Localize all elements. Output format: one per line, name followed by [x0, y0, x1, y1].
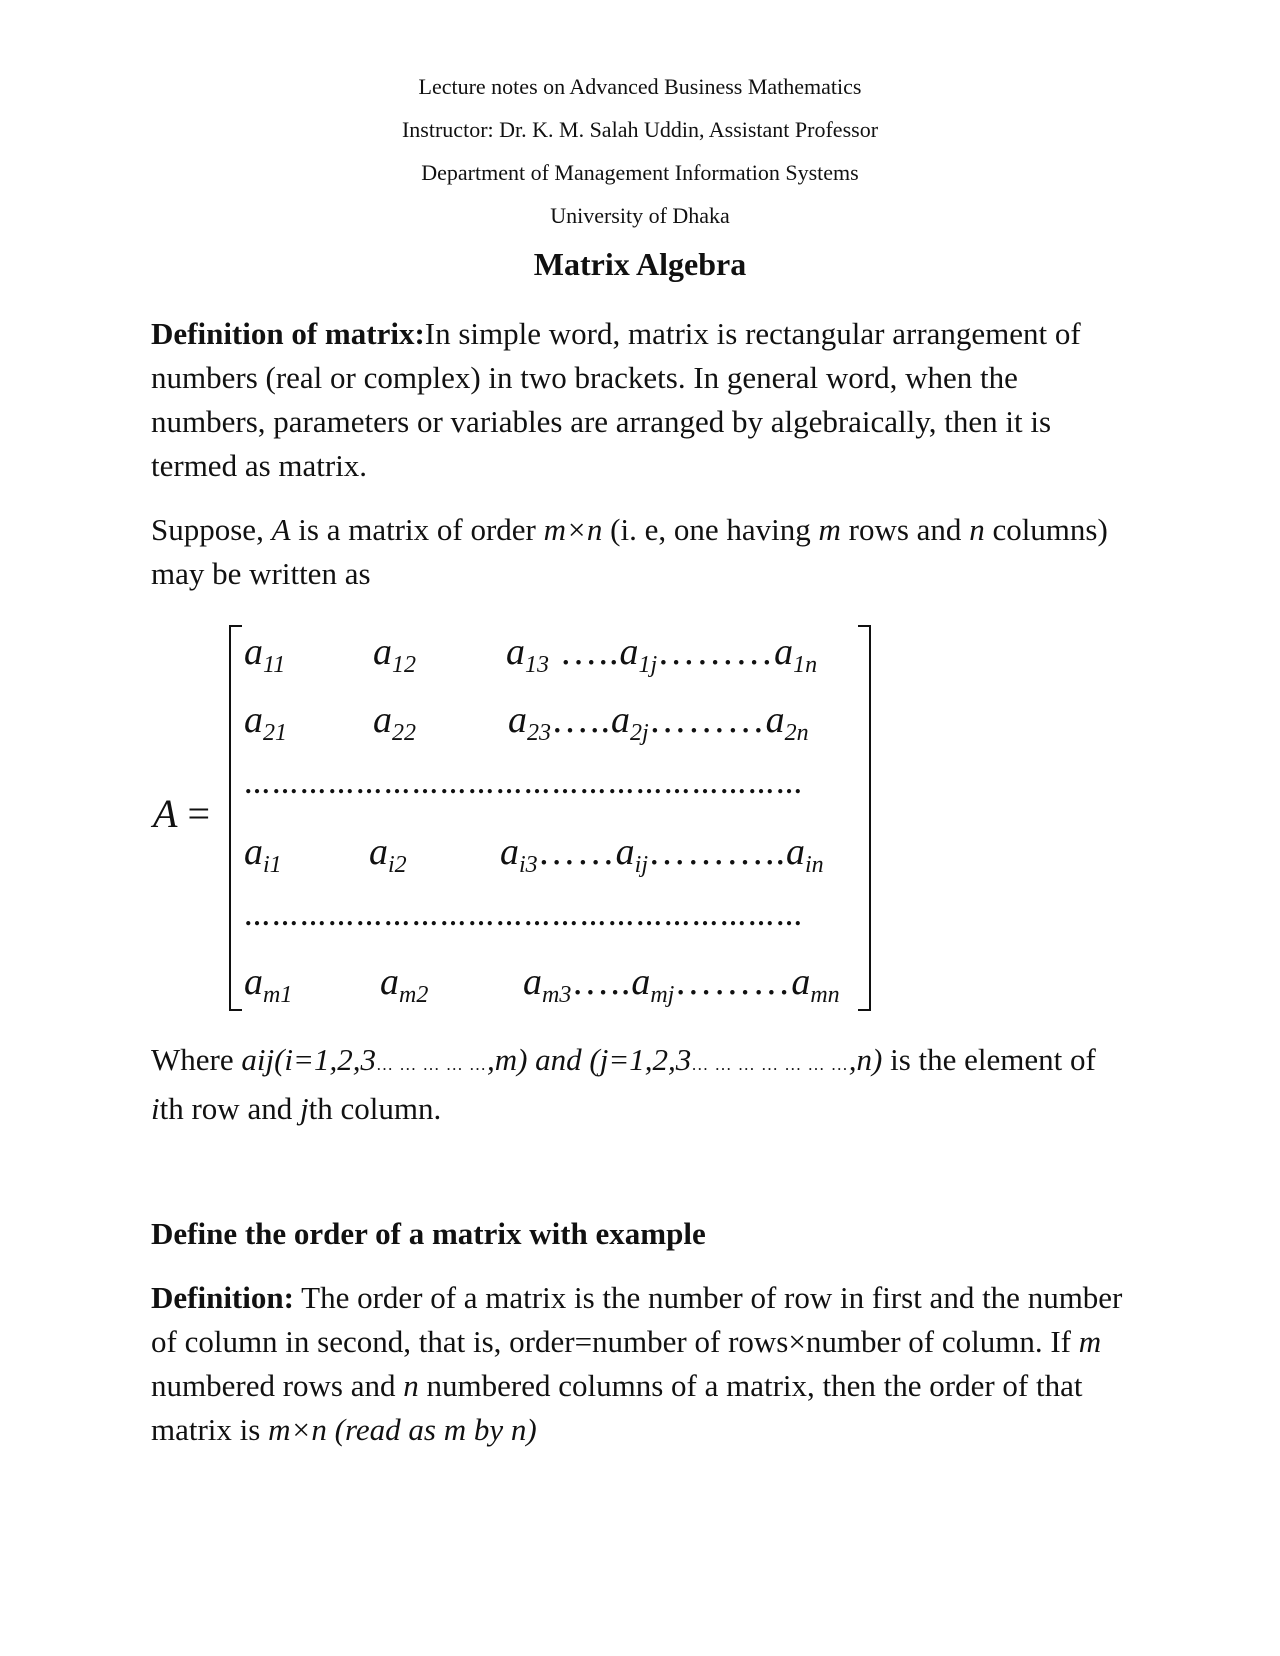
matrix-entry: $a_{m1}$ [244, 961, 293, 1008]
matrix-entry: $a_{i1}$ [244, 831, 282, 878]
matrix-entry: $a_{i2}$ [369, 831, 407, 878]
header-instructor: Instructor: Dr. K. M. Salah Uddin, Assistant Professor [401, 117, 879, 142]
order-heading: Define the order of a matrix with example [151, 1216, 706, 1251]
header-course: Lecture notes on Advanced Business Mathematics [418, 74, 862, 99]
matrix-dots-row: …………………………………………………… [244, 902, 804, 931]
matrix-entry: $a_{21}$ [244, 699, 287, 746]
matrix-entry: $a_{11}$ [244, 631, 286, 678]
header-department: Department of Management Information Systems [421, 160, 859, 185]
definition-text: In simple word, matrix is rectangular arrangement of numbers (real or complex) in two brackets. In general word, when the numbers, parameters or variables are arranged by algebraically, then it is termed as matrix. [151, 316, 1081, 483]
order-definition: Definition: The order of a matrix is the number of row in first and the number of column in second, that is, order=number of rows×number of column. If m numbered rows and n numbered columns of a matrix, then the order of that matrix is m×n (read as m by n) [151, 1280, 1123, 1447]
suppose-paragraph: Suppose, A is a matrix of order m×n (i. e, one having m rows and n columns) may be written as [151, 512, 1108, 591]
matrix-definition [151, 312, 1131, 488]
header-university: University of Dhaka [550, 203, 730, 228]
matrix-entry: $a_{22}$ [373, 699, 416, 746]
matrix-entry: $a_{13}$ $\dots..a_{1j}\dots\dots\dots a_{1n}$ [506, 631, 818, 678]
matrix-entry: $a_{12}$ [373, 631, 416, 678]
element-description: Where aij(i=1,2,3… … … … …,m) and (j=1,2,3… … … … … … …,n) is the element of ith row and jth column. [151, 1042, 1096, 1126]
matrix-lhs: A = [153, 791, 210, 836]
order-definition-label: Definition: [151, 1280, 294, 1315]
definition-label: Definition of matrix: [151, 316, 425, 351]
matrix-entry: $a_{m3}\dots..a_{mj}\dots\dots\dots a_{mn}$ [523, 961, 840, 1008]
matrix-entry: $a_{23}\dots..a_{2j}\dots\dots\dots a_{2n}$ [508, 699, 809, 746]
matrix-entry: $a_{i3}\dots\dots a_{ij}\dots\dots\dots..a_{in}$ [500, 831, 824, 878]
matrix-entry: $a_{m2}$ [380, 961, 429, 1008]
matrix-dots-row: …………………………………………………… [244, 770, 804, 799]
page-title: Matrix Algebra [533, 246, 747, 282]
